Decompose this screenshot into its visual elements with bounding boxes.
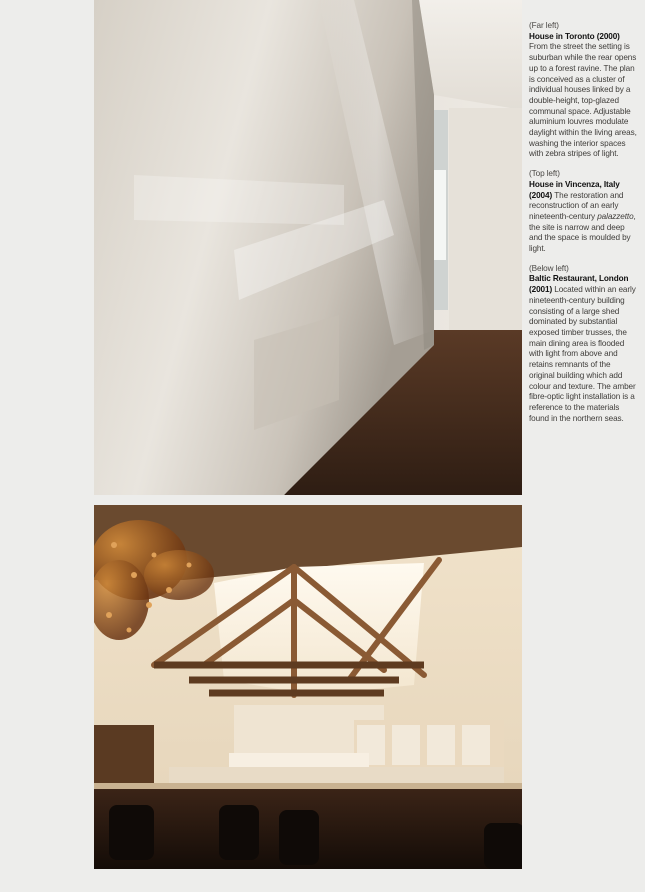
photo-baltic-restaurant (94, 505, 522, 869)
restaurant-interior-photo (94, 505, 522, 869)
caption-body-start: The restoration and reconstruction of an early nineteenth-century (529, 190, 624, 221)
caption-body-italic: palazzetto (597, 211, 634, 221)
caption-body: Located within an early nineteenth-century building consisting of a large shed dominated by substantial exposed timber trusses, the main dining area is flooded with light from above and retains remnants of the original building which add colour and texture. The amber fibre-optic light installation is a reference to the materials found in the northern seas. (529, 285, 636, 423)
interior-wall-photo (94, 0, 522, 495)
captions-column (529, 21, 637, 433)
caption-position: (Below left) (529, 263, 569, 273)
caption-house-vincenza (529, 169, 637, 255)
caption-body-end: , the site is narrow and deep and the space is moulded by light. (529, 211, 636, 254)
caption-title: Baltic Restaurant, London (2001) (529, 274, 629, 295)
caption-title: House in Toronto (2000) (529, 31, 620, 41)
caption-body: From the street the setting is suburban while the rear opens up to a forest ravine. The plan is conceived as a cluster of individual houses linked by a double-height, top-glazed communal space. Adjustable aluminium louvres modulate daylight within the living areas, washing the interior spaces with zebra stripes of light. (529, 42, 637, 159)
caption-position: (Top left) (529, 169, 560, 179)
photo-house-vincenza (94, 0, 522, 495)
caption-baltic-restaurant (529, 264, 637, 425)
caption-house-toronto (529, 21, 637, 160)
caption-title: House in Vincenza, Italy (2004) (529, 179, 620, 200)
caption-position: (Far left) (529, 21, 559, 30)
